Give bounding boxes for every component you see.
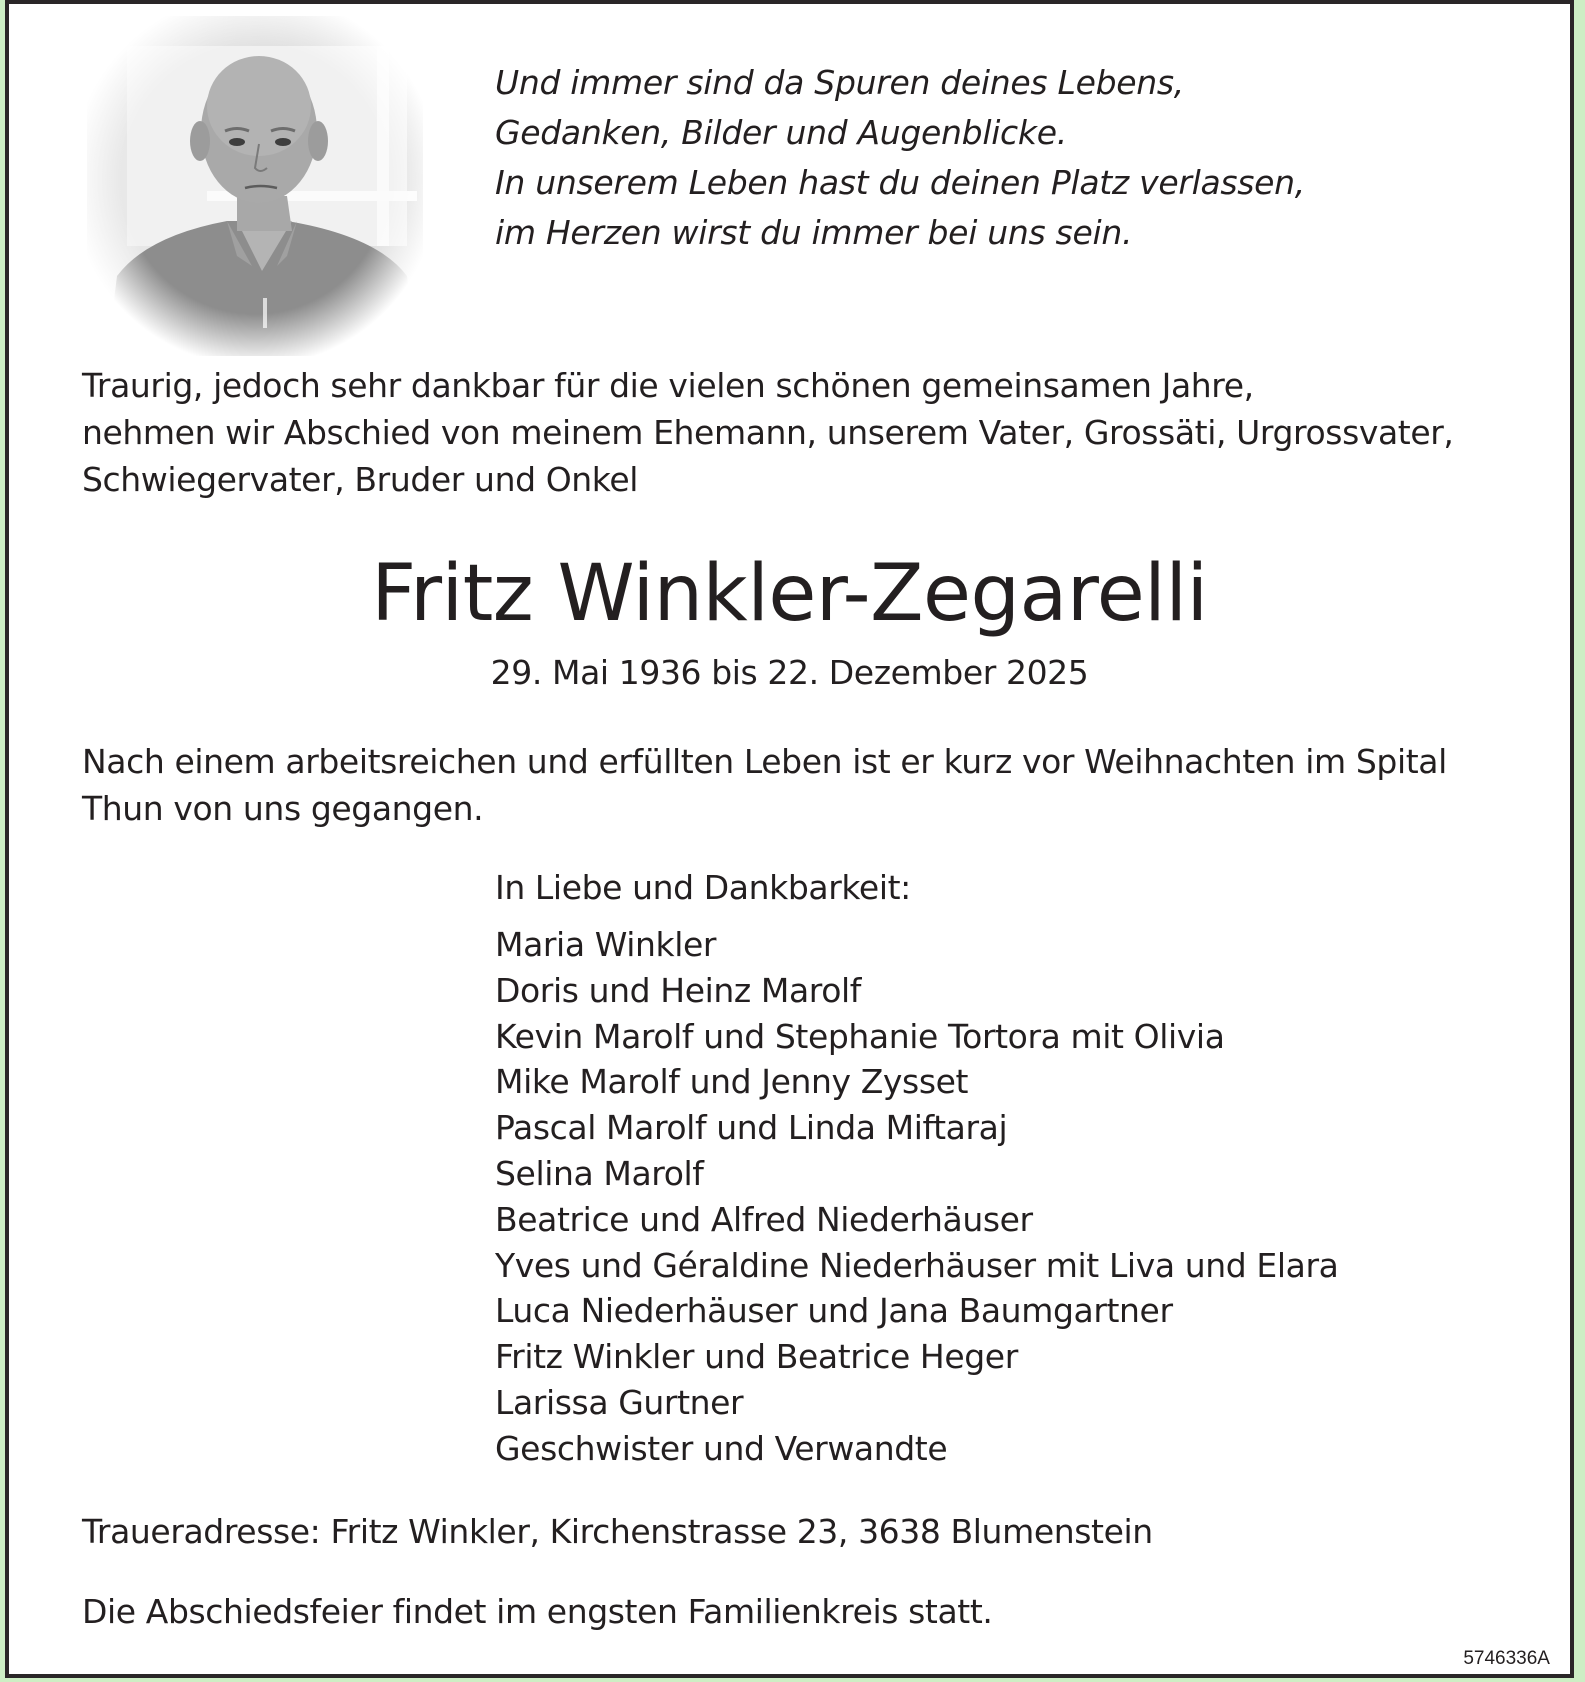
- mourner-item: Pascal Marolf und Linda Miftaraj: [495, 1108, 1008, 1148]
- intro-line: Traurig, jedoch sehr dankbar für die vielen schönen gemeinsamen Jahre,: [82, 366, 1254, 405]
- mourner-item: Fritz Winkler und Beatrice Heger: [495, 1337, 1018, 1377]
- obituary-notice: [5, 0, 1574, 1678]
- mourners-list: [495, 922, 1338, 1472]
- passing-paragraph: [82, 738, 1542, 832]
- poem-line: im Herzen wirst du immer bei uns sein.: [495, 213, 1133, 252]
- poem-line: In unserem Leben hast du deinen Platz verlassen,: [495, 163, 1305, 202]
- signoff-heading: In Liebe und Dankbarkeit:: [495, 868, 911, 907]
- poem-line: Gedanken, Bilder und Augenblicke.: [495, 113, 1067, 152]
- mourner-item: Maria Winkler: [495, 925, 717, 964]
- mourner-item: Selina Marolf: [495, 1153, 704, 1193]
- ad-id: 5746336A: [1463, 1648, 1550, 1669]
- deceased-name: Fritz Winkler-Zegarelli: [371, 549, 1208, 639]
- mourner-item: Beatrice und Alfred Niederhäuser: [495, 1199, 1033, 1239]
- mourner-item: Larissa Gurtner: [495, 1382, 744, 1422]
- mourner-item: Mike Marolf und Jenny Zysset: [495, 1062, 969, 1102]
- mourning-address: Traueradresse: Fritz Winkler, Kirchenstrasse 23, 3638 Blumenstein: [82, 1512, 1153, 1551]
- intro-line: nehmen wir Abschied von meinem Ehemann, unserem Vater, Grossäti, Urgrossvater,: [82, 413, 1454, 452]
- memorial-poem: [495, 58, 1305, 258]
- intro-paragraph: [82, 362, 1522, 503]
- passing-line: Nach einem arbeitsreichen und erfüllten Leben ist er kurz vor Weihnachten im Spital: [82, 742, 1447, 781]
- mourner-item: Yves und Géraldine Niederhäuser mit Liva und Elara: [495, 1245, 1339, 1285]
- intro-line: Schwiegervater, Bruder und Onkel: [82, 460, 639, 499]
- passing-line: Thun von uns gegangen.: [82, 789, 484, 828]
- mourner-item: Geschwister und Verwandte: [495, 1428, 948, 1468]
- life-dates: 29. Mai 1936 bis 22. Dezember 2025: [490, 653, 1089, 692]
- ceremony-note: Die Abschiedsfeier findet im engsten Familienkreis statt.: [82, 1592, 993, 1631]
- mourner-item: Doris und Heinz Marolf: [495, 970, 862, 1010]
- poem-line: Und immer sind da Spuren deines Lebens,: [495, 63, 1184, 102]
- mourner-item: Luca Niederhäuser und Jana Baumgartner: [495, 1291, 1173, 1331]
- mourner-item: Kevin Marolf und Stephanie Tortora mit Olivia: [495, 1016, 1225, 1056]
- portrait-photo-icon: [87, 16, 423, 356]
- portrait-photo: [87, 16, 423, 356]
